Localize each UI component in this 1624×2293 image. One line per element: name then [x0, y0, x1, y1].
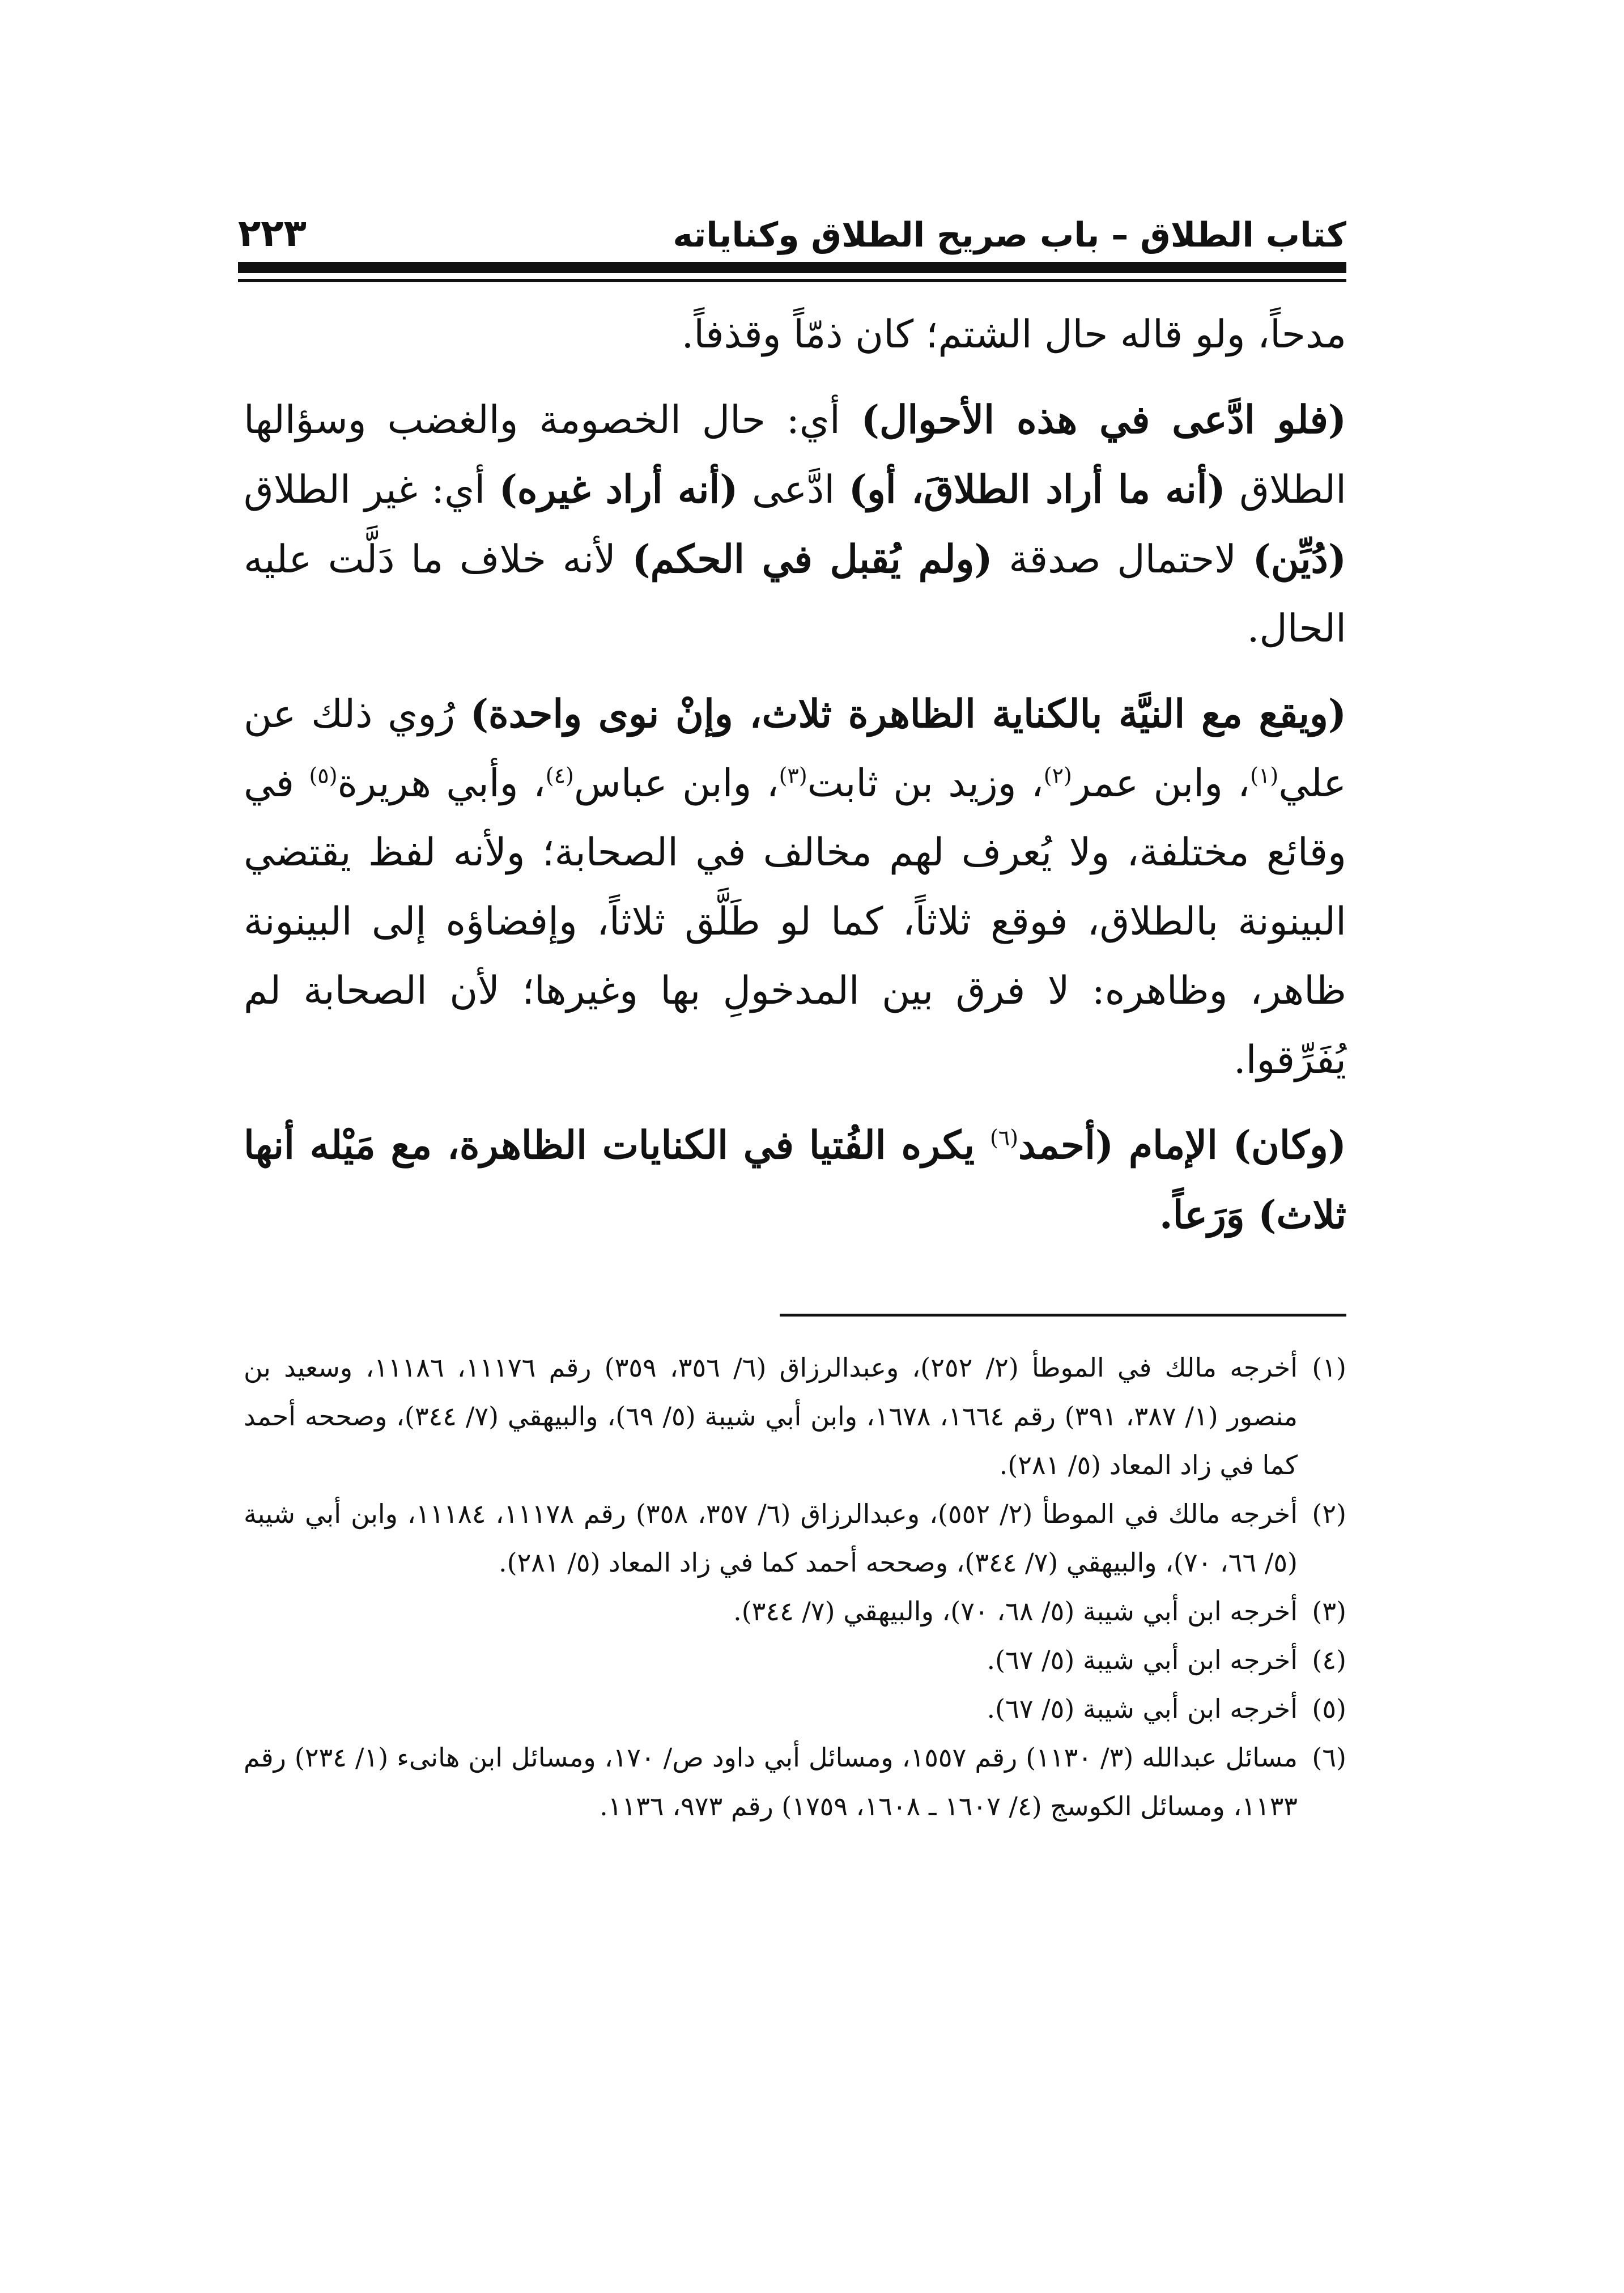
matn-segment: (فلو ادَّعى في هذه الأحوال) [861, 397, 1346, 443]
matn-segment: (دُيِّن) [1252, 537, 1346, 582]
footnote-number: (٥) [1312, 1693, 1346, 1724]
footnote-number: (٣) [1312, 1596, 1346, 1627]
footnote-number: (٢) [1312, 1498, 1346, 1529]
footnote-number: (٦) [1312, 1742, 1346, 1773]
footnote-ref[interactable]: (١) [1250, 763, 1279, 788]
footnote-text: أخرجه ابن أبي شيبة (٥/ ٦٨، ٧٠)، والبيهقي (٧/ ٣٤٤). [733, 1596, 1298, 1627]
header-title: كتاب الطلاق – باب صريح الطلاق وكناياته [673, 215, 1346, 255]
main-text [244, 300, 1346, 1266]
footnote-text: أخرجه مالك في الموطأ (٢/ ٢٥٢)، وعبدالرزاق (٦/ ٣٥٦، ٣٥٩) رقم ١١١٧٦، ١١١٨٦، وسعيد بن منصور (١/ ٣٨٧، ٣٩١) رقم ١٦٦٤، ١٦٧٨، وابن أبي شيبة (٥/ ٦٩)، والبيهقي (٧/ ٣٤٤)، وصححه أحمد كما في زاد المعاد (٥/ ٢٨١). [244, 1352, 1298, 1480]
footnote-ref[interactable]: (٢) [1043, 763, 1072, 788]
footnote-text: أخرجه ابن أبي شيبة (٥/ ٦٧). [987, 1645, 1298, 1675]
footnote-ref[interactable]: (٣) [779, 763, 807, 788]
sharh-segment: ، وابن عمر [1072, 761, 1251, 806]
paragraph-2 [244, 385, 1346, 664]
sharh-segment: ، وزيد بن ثابت [807, 761, 1044, 806]
footnote-separator [780, 1314, 1346, 1317]
paragraph-4 [244, 1111, 1346, 1250]
footnote-ref[interactable]: (٤) [545, 763, 574, 788]
footnote-number: (٤) [1312, 1645, 1346, 1675]
sharh-segment: لأنه خلاف ما دَلَّت عليه الحال. [244, 537, 1346, 651]
footnote [244, 1489, 1346, 1587]
matn-segment: (أنه ما أراد الطلاقَ، أو) [848, 467, 1226, 512]
footnote-text: أخرجه مالك في الموطأ (٢/ ٥٥٢)، وعبدالرزاق (٦/ ٣٥٧، ٣٥٨) رقم ١١١٧٨، ١١١٨٤، وابن أبي شيبة (٥/ ٦٦، ٧٠)، والبيهقي (٧/ ٣٤٤)، وصححه أحمد كما في زاد المعاد (٥/ ٢٨١). [244, 1498, 1298, 1578]
footnote-number: (١) [1312, 1352, 1346, 1383]
header-rule-thick [238, 262, 1346, 273]
sharh-segment: ادَّعى [738, 468, 849, 512]
matn-segment: (ويقع مع النيَّة بالكناية الظاهرة ثلاث، وإنْ نوى واحدة) [470, 691, 1346, 737]
running-header [238, 187, 1346, 255]
sharh-segment: لاحتمال صدقة [992, 537, 1253, 582]
sharh-segment: ، وابن عباس [573, 761, 779, 806]
paragraph-3 [244, 680, 1346, 1095]
paragraph-1: مدحاً، ولو قاله حال الشتم؛ كان ذمّاً وقذفاً. [681, 312, 1346, 357]
sharh-segment: رُوي ذلك عن علي [244, 692, 1346, 806]
footnote [244, 1587, 1346, 1636]
sharh-segment: أي: حال الخصومة والغضب وسؤالها الطلاق [244, 398, 1347, 512]
footnote-ref[interactable]: (٥) [309, 763, 338, 788]
matn-segment: يكره الفُتيا في الكنايات الظاهرة، مع مَيْله أنها ثلاث) وَرَعاً. [244, 1123, 1346, 1238]
page-number: ٢٢٣ [238, 211, 307, 255]
footnote-ref[interactable]: (٦) [989, 1125, 1019, 1150]
footnote [244, 1636, 1346, 1684]
footnote [244, 1343, 1346, 1489]
sharh-segment: أي: غير الطلاق [244, 468, 499, 512]
footnote-text: أخرجه ابن أبي شيبة (٥/ ٦٧). [987, 1693, 1298, 1724]
header-rule-thin [238, 279, 1346, 282]
matn-segment: (وكان) الإمام (أحمد [1018, 1123, 1346, 1168]
matn-segment: (ولم يُقبل في الحكم) [632, 537, 993, 582]
matn-segment: (أنه أراد غيره) [499, 467, 738, 512]
sharh-segment: ، وأبي هريرة [337, 761, 546, 806]
footnotes [244, 1343, 1346, 1831]
footnote [244, 1733, 1346, 1831]
footnote-text: مسائل عبدالله (٣/ ١١٣٠) رقم ١٥٥٧، ومسائل أبي داود ص/ ١٧٠، ومسائل ابن هانىء (١/ ٢٣٤) رقم ١١٣٣، ومسائل الكوسج (٤/ ١٦٠٧ ـ ١٦٠٨، ١٧٥٩) رقم ٩٧٣، ١١٣٦. [244, 1742, 1298, 1821]
footnote [244, 1684, 1346, 1733]
sharh-segment: في وقائع مختلفة، ولا يُعرف لهم مخالف في الصحابة؛ ولأنه لفظ يقتضي البينونة بالطلاق، فوقع ثلاثاً، كما لو طَلَّق ثلاثاً، وإفضاؤه إلى البينونة ظاهر، وظاهره: لا فرق بين المدخولِ بها وغيرها؛ لأن الصحابة لم يُفَرِّقوا. [244, 761, 1346, 1082]
